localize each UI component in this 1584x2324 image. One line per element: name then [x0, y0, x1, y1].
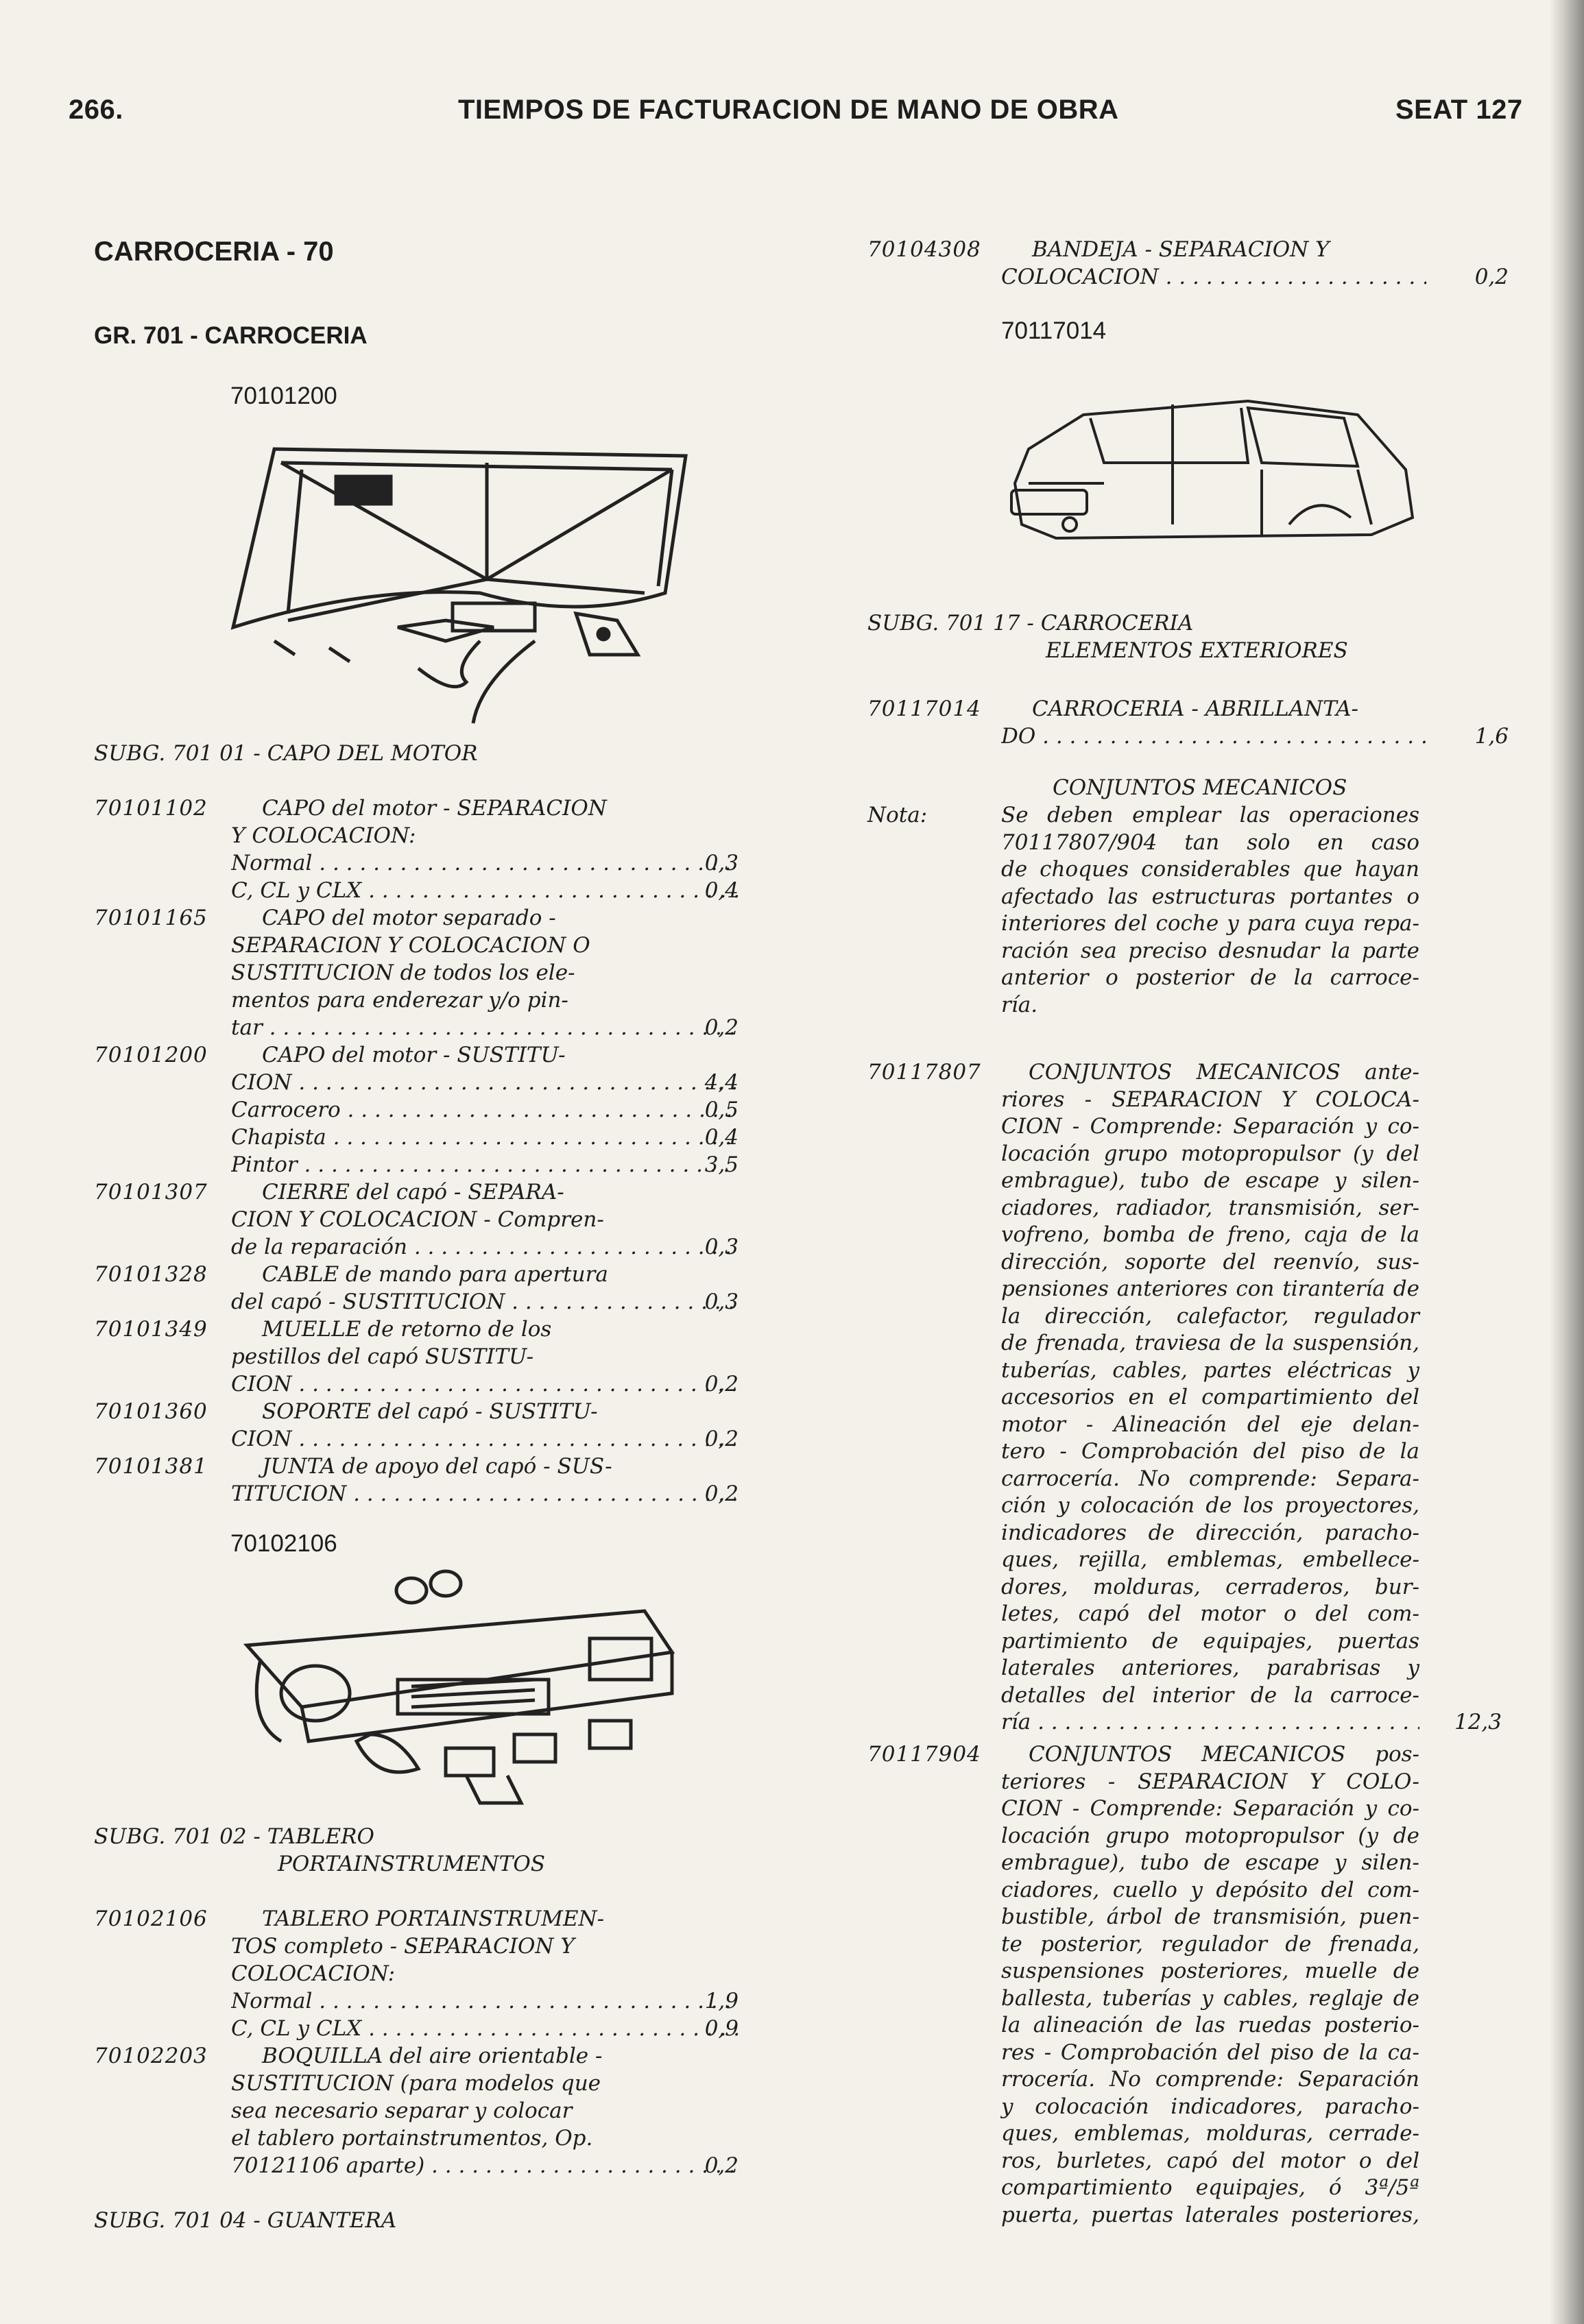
hood-illustration [192, 422, 761, 730]
op-value: 0,3 [704, 1290, 739, 1314]
text-line: y colocación indicadores, paracho- [1001, 2094, 1419, 2119]
text-line: embrague), tubo de escape y silen- [1001, 1168, 1419, 1193]
text-line: de choques considerables que hayan [1001, 857, 1419, 882]
op-sub: Chapista . . . [231, 1124, 739, 1152]
figure-code-70101200: 70101200 [230, 383, 337, 409]
text-line: ración sea preciso desnudar la parte [1001, 938, 1419, 963]
op-desc: COLOCACION: [231, 1961, 396, 1986]
subg-01-title: SUBG. 701 01 - CAPO DEL MOTOR [94, 741, 478, 766]
op-desc: SOPORTE del capó - SUSTITU- [262, 1399, 598, 1424]
op-desc: TOS completo - SEPARACION Y [231, 1934, 575, 1959]
text-line: locación grupo motopropulsor (y de [1001, 1823, 1419, 1848]
text-line: ros, burletes, capó del motor o del [1001, 2148, 1419, 2173]
op-sub: C, CL y CLX . . . [231, 2016, 739, 2043]
op-value: 0,5 [704, 1098, 739, 1122]
text-line: la dirección, calefactor, regulador [1001, 1303, 1419, 1329]
op-code: 70101360 [94, 1399, 208, 1424]
text-line: Se deben emplear las operaciones [1001, 803, 1419, 827]
text-line: tuberías, cables, partes eléctricas y [1001, 1357, 1419, 1383]
text-line: ques, emblemas, molduras, cerrade- [1001, 2121, 1419, 2146]
op-desc: CAPO del motor - SEPARACION [262, 796, 607, 821]
op-value: 0,2 [704, 1481, 739, 1506]
op-sub: Normal . . . [231, 1988, 739, 2016]
op-code: 70101381 [94, 1454, 208, 1479]
text-line: motor - Alineación del eje delan- [1001, 1412, 1419, 1437]
text-line: embrague), tubo de escape y silen- [1001, 1850, 1419, 1875]
text-line: detalles del interior de la carroce- [1001, 1682, 1419, 1708]
text-line: partimiento de equipajes, puertas [1001, 1628, 1419, 1654]
section-title: CARROCERIA - 70 [94, 237, 334, 267]
text-line: res - Comprobación del piso de la ca- [1001, 2039, 1419, 2065]
op-desc: CAPO del motor separado - [262, 906, 556, 930]
op-desc-last: 70121106 aparte) . . . [231, 2153, 739, 2180]
text-line: ciadores, cuello y depósito del com- [1001, 1877, 1419, 1902]
car-body-illustration [1001, 387, 1426, 552]
op-code: 70117807 [867, 1060, 981, 1085]
op-desc: JUNTA de apoyo del capó - SUS- [262, 1454, 612, 1479]
text-line: puerta, puertas laterales posteriores, [1001, 2202, 1419, 2227]
op-sub: Carrocero . . . [231, 1097, 739, 1124]
op-value: 0,4 [704, 1125, 739, 1150]
op-desc: TABLERO PORTAINSTRUMEN- [262, 1907, 605, 1931]
op-desc-last: COLOCACION . . . [1001, 264, 1426, 291]
op-desc: CARROCERIA - ABRILLANTA- [1032, 697, 1358, 721]
op-value: 0,3 [704, 1235, 739, 1259]
op-desc: BOQUILLA del aire orientable - [262, 2044, 603, 2068]
text-line: dirección, soporte del reenvío, sus- [1001, 1249, 1419, 1274]
subg-17-title-2: ELEMENTOS EXTERIORES [1046, 638, 1348, 663]
op-code: 70102203 [94, 2044, 208, 2068]
text-line: carrocería. No comprende: Separa- [1001, 1466, 1419, 1491]
op-value: 1,6 [1474, 724, 1509, 749]
header-model: SEAT 127 [1395, 95, 1523, 125]
dashboard-illustration [219, 1563, 699, 1810]
figure-code-70117014: 70117014 [1001, 317, 1107, 344]
text-line: anterior o posterior de la carroce- [1001, 965, 1419, 990]
text-line: tero - Comprobación del piso de la [1001, 1439, 1419, 1464]
op-desc: CABLE de mando para apertura [262, 1262, 608, 1287]
op-code: 70101102 [94, 796, 208, 821]
op-desc: SEPARACION Y COLOCACION O [231, 933, 590, 958]
op-desc-last: tar . . . [231, 1015, 739, 1042]
text-line: ciadores, radiador, transmisión, ser- [1001, 1195, 1419, 1220]
text-line: de frenada, traviesa de la suspensión, [1001, 1331, 1419, 1355]
op-desc-last: CION . . . [231, 1426, 739, 1453]
text-line-last: ría . . . [1001, 1709, 1419, 1736]
text-line: pensiones anteriores con tirantería de [1001, 1276, 1419, 1301]
op-value: 12,3 [1454, 1710, 1502, 1734]
conjuntos-title: CONJUNTOS MECANICOS [1053, 775, 1347, 800]
op-desc: Y COLOCACION: [231, 823, 416, 848]
text-line: bustible, árbol de transmisión, puen- [1001, 1904, 1419, 1929]
text-line: compartimiento equipajes, ó 3ª/5ª [1001, 2175, 1419, 2200]
op-desc-last: CION . . . [231, 1371, 739, 1399]
op-code: 70117014 [867, 697, 981, 721]
text-line: CION - Comprende: Separación y co- [1001, 1796, 1419, 1821]
op-desc: CIERRE del capó - SEPARA- [262, 1180, 564, 1205]
text-line: rrocería. No comprende: Separación [1001, 2067, 1419, 2092]
text-line: ques, rejilla, emblemas, embellece- [1001, 1547, 1419, 1572]
op-value: 1,9 [704, 1989, 739, 2013]
text-line: indicadores de dirección, paracho- [1001, 1520, 1419, 1545]
text-line: interiores del coche y para cuya repa- [1001, 911, 1419, 936]
subg-02-title: SUBG. 701 02 - TABLERO [94, 1824, 374, 1849]
op-desc-last: CION . . . [231, 1069, 739, 1097]
op-sub: Pintor . . . [231, 1152, 739, 1179]
op-sub: C, CL y CLX . . . [231, 877, 739, 905]
page-title: TIEMPOS DE FACTURACION DE MANO DE OBRA [458, 95, 1119, 125]
op-code: 70102106 [94, 1907, 208, 1931]
text-line: ción y colocación de los proyectores, [1001, 1493, 1419, 1518]
op-code: 70101307 [94, 1180, 208, 1205]
op-desc-last: del capó - SUSTITUCION . . . [231, 1289, 739, 1316]
op-code: 70101165 [94, 906, 208, 930]
op-desc-last: TITUCION . . . [231, 1481, 739, 1508]
text-line: CION - Comprende: Separación y co- [1001, 1114, 1419, 1139]
text-line: letes, capó del motor o del com- [1001, 1601, 1419, 1626]
op-value: 0,2 [704, 1015, 739, 1040]
text-line: 70117807/904 tan solo en caso [1001, 830, 1419, 855]
op-value: 0,4 [704, 878, 739, 903]
op-sub: Normal . . . [231, 850, 739, 877]
figure-code-70102106: 70102106 [230, 1530, 337, 1557]
page-edge-shadow [1550, 0, 1584, 2324]
op-code: 70117904 [867, 1742, 981, 1767]
op-desc: el tablero portainstrumentos, Op. [231, 2126, 593, 2151]
op-code: 70101200 [94, 1043, 208, 1067]
op-code: 70101328 [94, 1262, 208, 1287]
nota-label: Nota: [867, 803, 928, 827]
op-code: 70101349 [94, 1317, 208, 1342]
op-desc: CAPO del motor - SUSTITU- [262, 1043, 566, 1067]
text-line: dores, molduras, cerraderos, bur- [1001, 1574, 1419, 1599]
text-line: vofreno, bomba de freno, caja de la [1001, 1222, 1419, 1247]
op-desc: SUSTITUCION de todos los ele- [231, 960, 575, 985]
text-line: ría. [1001, 992, 1038, 1017]
op-value: 4,4 [704, 1070, 739, 1095]
subg-02-title-2: PORTAINSTRUMENTOS [278, 1852, 546, 1876]
op-value: 0,2 [704, 1427, 739, 1451]
op-value: 0,9 [704, 2016, 739, 2041]
group-title: GR. 701 - CARROCERIA [94, 322, 368, 349]
op-value: 0,2 [704, 2153, 739, 2178]
op-code: 70104308 [867, 237, 981, 262]
text-line: CONJUNTOS MECANICOS pos- [1029, 1742, 1419, 1767]
text-line: laterales anteriores, parabrisas y [1001, 1656, 1419, 1680]
op-desc: MUELLE de retorno de los [262, 1317, 552, 1342]
text-line: locación grupo motopropulsor (y del [1001, 1141, 1419, 1166]
page-number: 266. [69, 95, 123, 125]
op-desc: mentos para enderezar y/o pin- [231, 988, 568, 1013]
text-line: la alineación de las ruedas posterio- [1001, 2013, 1419, 2037]
subg-04-title: SUBG. 701 04 - GUANTERA [94, 2208, 397, 2233]
op-desc: sea necesario separar y colocar [231, 2098, 573, 2123]
op-desc: SUSTITUCION (para modelos que [231, 2071, 601, 2096]
op-value: 0,3 [704, 851, 739, 875]
op-value: 0,2 [704, 1372, 739, 1396]
op-value: 0,2 [1474, 265, 1509, 289]
text-line: ballesta, tuberías y cables, reglaje de [1001, 1985, 1419, 2011]
op-desc: CION Y COLOCACION - Compren- [231, 1207, 604, 1232]
text-line: riores - SEPARACION Y COLOCA- [1001, 1087, 1419, 1112]
subg-17-title: SUBG. 701 17 - CARROCERIA [867, 611, 1194, 636]
text-line: suspensiones posteriores, muelle de [1001, 1959, 1419, 1983]
text-line: accesorios en el compartimiento del [1001, 1385, 1419, 1409]
op-value: 3,5 [704, 1152, 739, 1177]
text-line: afectado las estructuras portantes o [1001, 884, 1419, 909]
op-desc: BANDEJA - SEPARACION Y [1032, 237, 1330, 262]
text-line: te posterior, regulador de frenada, [1001, 1931, 1419, 1957]
text-line: CONJUNTOS MECANICOS ante- [1029, 1060, 1419, 1085]
op-desc-last: de la reparación . . . [231, 1234, 739, 1261]
op-desc: pestillos del capó SUSTITU- [231, 1344, 534, 1369]
text-line: teriores - SEPARACION Y COLO- [1001, 1769, 1419, 1794]
op-desc-last: DO . . . [1001, 723, 1426, 751]
